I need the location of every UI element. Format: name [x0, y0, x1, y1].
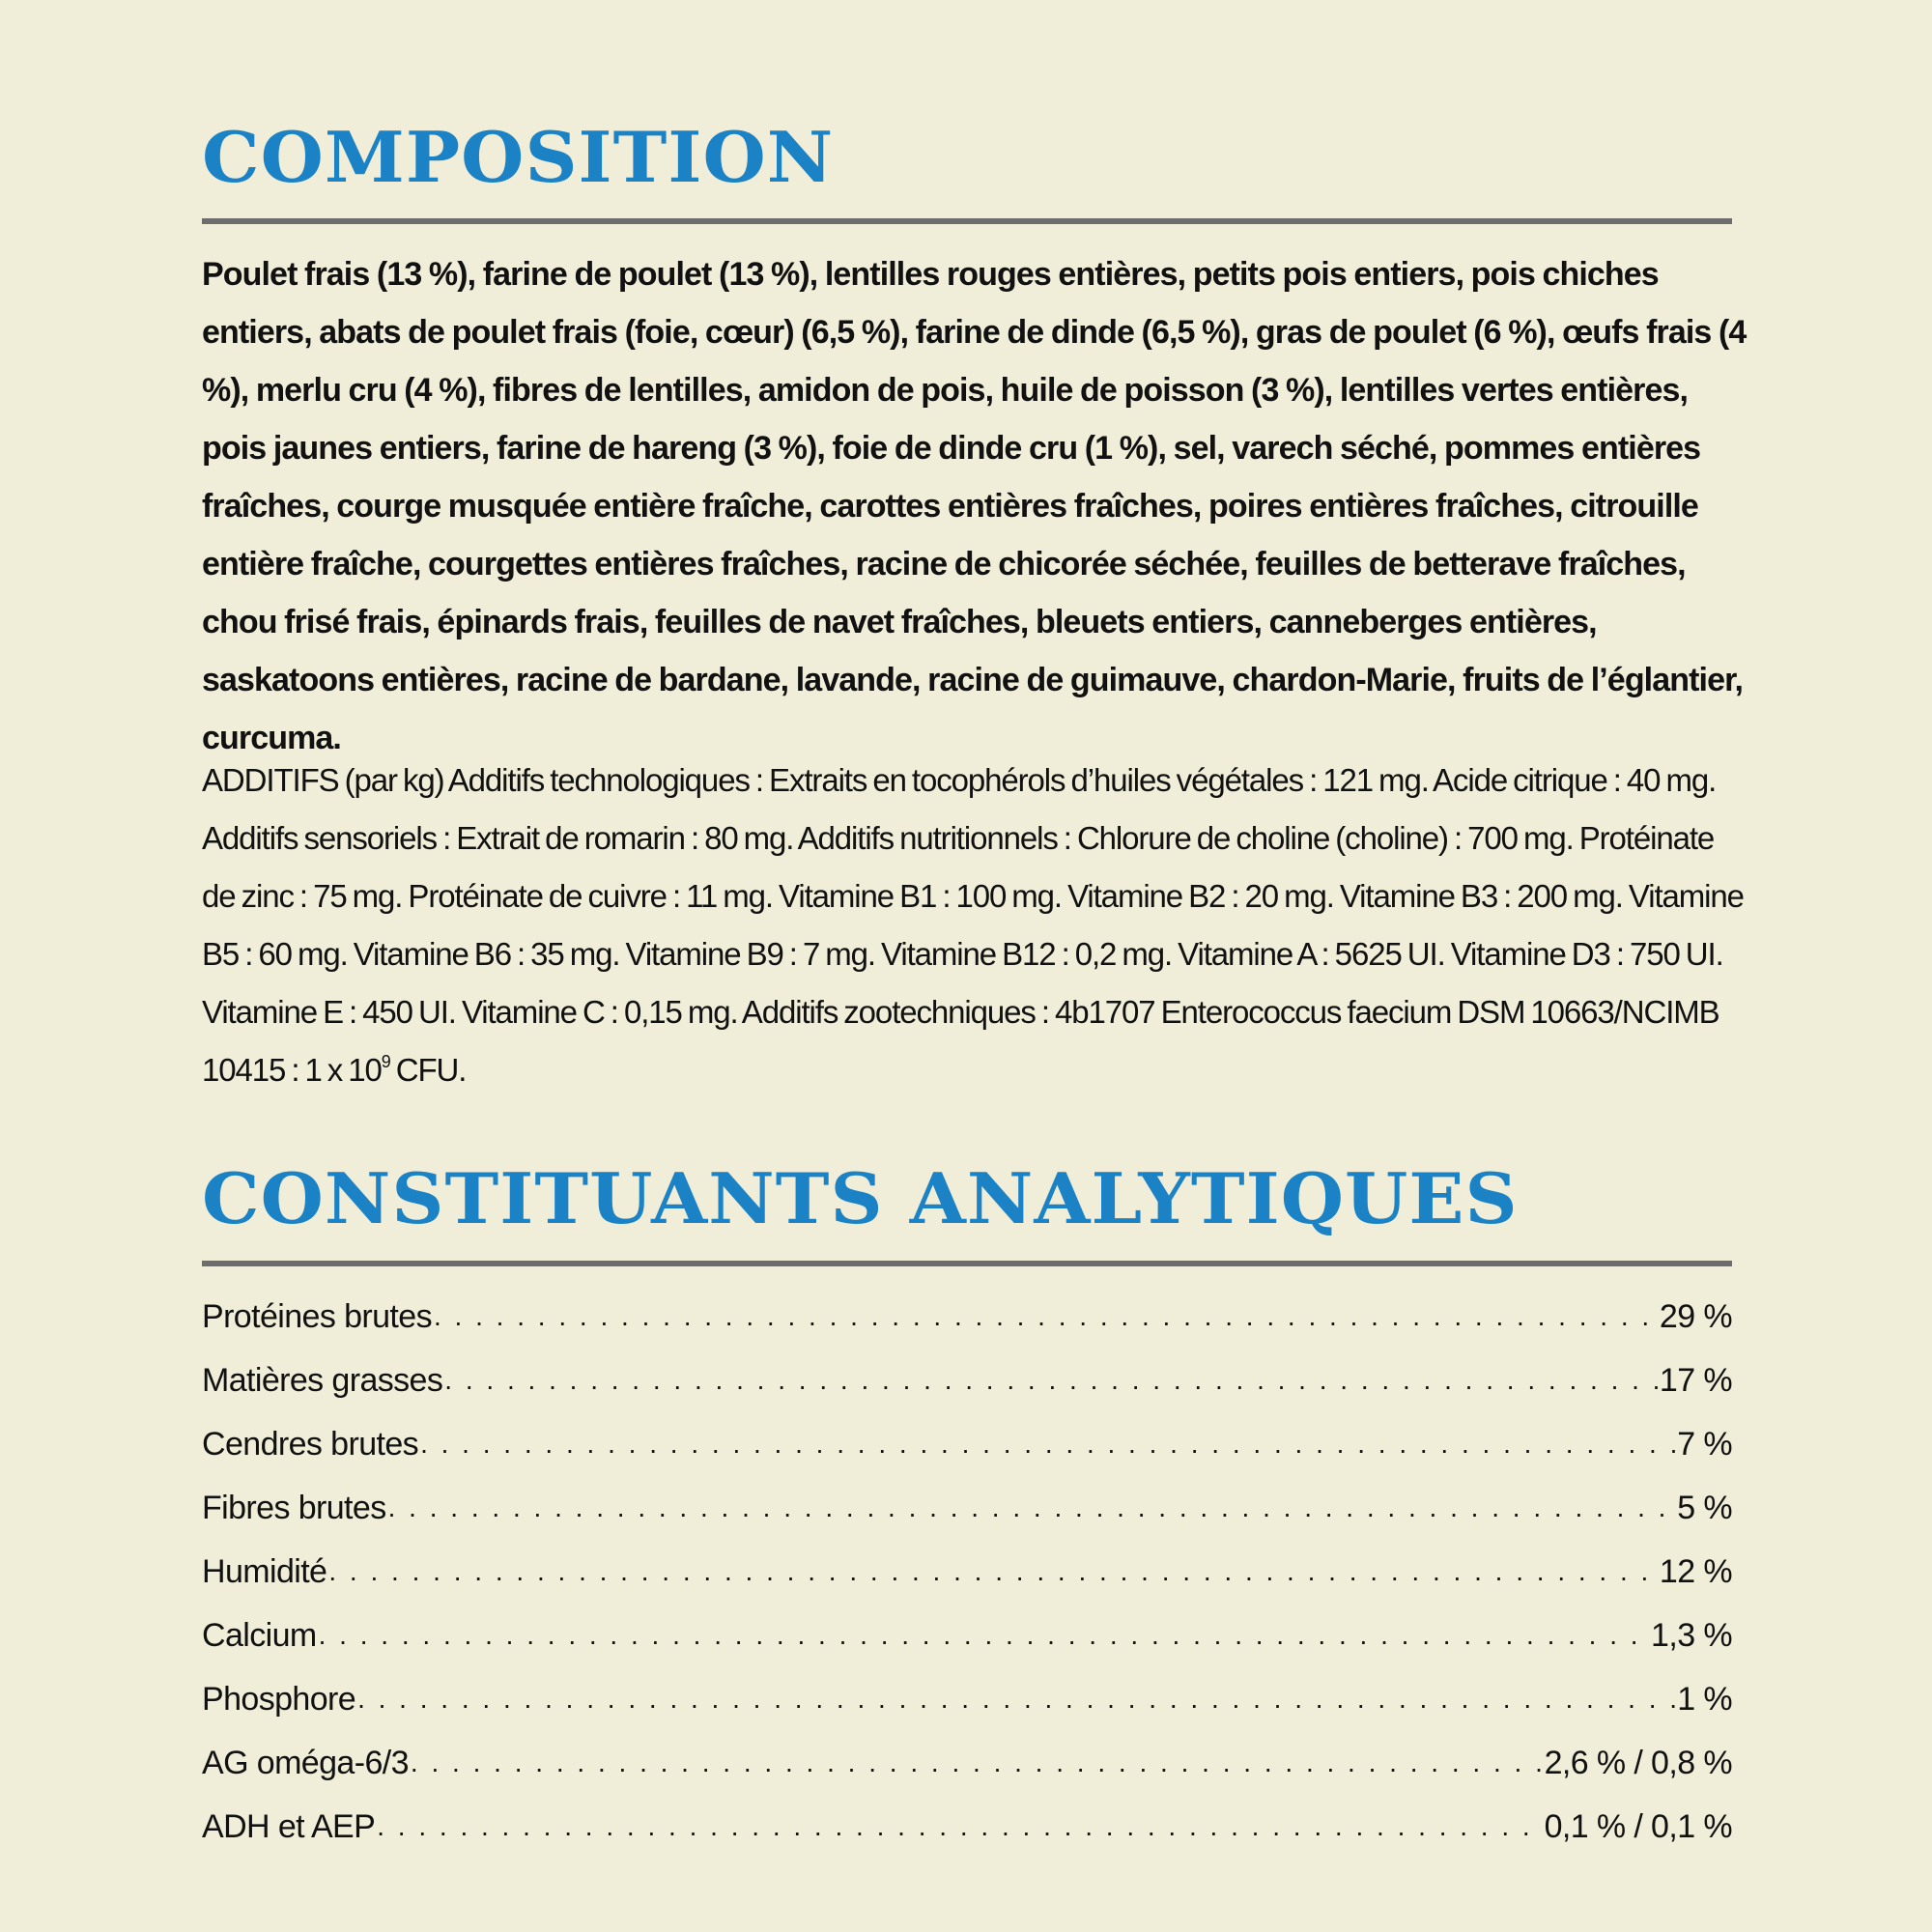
- constituent-value: 0,1 % / 0,1 %: [1544, 1808, 1732, 1845]
- analytical-constituents-list: [202, 1285, 1732, 1859]
- dot-leader: [357, 1665, 1675, 1731]
- constituent-label: ADH et AEP: [202, 1808, 376, 1845]
- constituent-value: 1 %: [1677, 1681, 1732, 1718]
- constituent-value: 1,3 %: [1651, 1617, 1732, 1654]
- constituent-row: [202, 1604, 1732, 1667]
- additives-text: [202, 752, 1747, 1099]
- constituent-label: Fibres brutes: [202, 1490, 386, 1526]
- constituent-row: [202, 1349, 1732, 1412]
- dot-leader: [377, 1793, 1542, 1859]
- additives-exponent: 9: [381, 1052, 390, 1071]
- constituent-row: [202, 1731, 1732, 1795]
- composition-heading: COMPOSITION: [202, 116, 835, 198]
- constituent-value: 7 %: [1677, 1426, 1732, 1463]
- dot-leader: [411, 1729, 1543, 1795]
- constituent-row: [202, 1795, 1732, 1859]
- constituent-row: [202, 1412, 1732, 1476]
- constituent-value: 5 %: [1677, 1490, 1732, 1526]
- constituent-value: 17 %: [1659, 1362, 1732, 1399]
- dot-leader: [434, 1283, 1658, 1349]
- constituent-label: Cendres brutes: [202, 1426, 419, 1463]
- constituent-value: 2,6 % / 0,8 %: [1544, 1745, 1732, 1781]
- constituent-value: 29 %: [1659, 1298, 1732, 1335]
- dot-leader: [328, 1538, 1658, 1604]
- constituent-label: Matières grasses: [202, 1362, 443, 1399]
- constituent-label: AG oméga-6/3: [202, 1745, 409, 1781]
- additives-tail: CFU.: [389, 1052, 467, 1088]
- dot-leader: [388, 1474, 1676, 1540]
- ingredients-list: Poulet frais (13 %), farine de poulet (13 %), lentilles rouges entières, petits pois entiers, pois chiches entiers, abats de poulet frais (foie, cœur) (6,5 %), farine de dinde (6,5 %), gras de poulet (6 %), œufs frais (4 %), merlu cru (4 %), fibres de lentilles, amidon de pois, huile de poisson (3 %), lentilles vertes entières, pois jaunes entiers, farine de hareng (3 %), foie de dinde cru (1 %), sel, varech séché, pommes entières fraîches, courge musquée entière fraîche, carottes entières fraîches, poires entières fraîches, citrouille entière fraîche, courgettes entières fraîches, racine de chicorée séchée, feuilles de betterave fraîches, chou frisé frais, épinards frais, feuilles de navet fraîches, bleuets entiers, canneberges entières, saskatoons entières, racine de bardane, lavande, racine de guimauve, chardon-Marie, fruits de l’églantier, curcuma.: [202, 256, 1747, 756]
- constituent-row: [202, 1667, 1732, 1731]
- constituent-label: Humidité: [202, 1553, 327, 1590]
- additives-main: ADDITIFS (par kg) Additifs technologiques : Extraits en tocophérols d’huiles végétales : 121 mg. Acide citrique : 40 mg. Additifs sensoriels : Extrait de romarin : 80 mg. Additifs nutritionnels : Chlorure de choline (choline) : 700 mg. Protéinate de zinc : 75 mg. Protéinate de cuivre : 11 mg. Vitamine B1 : 100 mg. Vitamine B2 : 20 mg. Vitamine B3 : 200 mg. Vitamine B5 : 60 mg. Vitamine B6 : 35 mg. Vitamine B9 : 7 mg. Vitamine B12 : 0,2 mg. Vitamine A : 5625 UI. Vitamine D3 : 750 UI. Vitamine E : 450 UI. Vitamine C : 0,15 mg. Additifs zootechniques : 4b1707 Enterococcus faecium DSM 10663/NCIMB 10415 : 1 x 10: [202, 762, 1744, 1088]
- analytical-divider: [202, 1261, 1732, 1266]
- constituent-row: [202, 1540, 1732, 1604]
- analytical-constituents-heading: CONSTITUANTS ANALYTIQUES: [202, 1157, 1519, 1239]
- dot-leader: [319, 1602, 1649, 1667]
- constituent-value: 12 %: [1659, 1553, 1732, 1590]
- composition-divider: [202, 218, 1732, 224]
- constituent-row: [202, 1476, 1732, 1540]
- constituent-label: Phosphore: [202, 1681, 356, 1718]
- dot-leader: [420, 1410, 1675, 1476]
- constituent-label: Calcium: [202, 1617, 317, 1654]
- dot-leader: [444, 1347, 1658, 1412]
- constituent-row: [202, 1285, 1732, 1349]
- constituent-label: Protéines brutes: [202, 1298, 432, 1335]
